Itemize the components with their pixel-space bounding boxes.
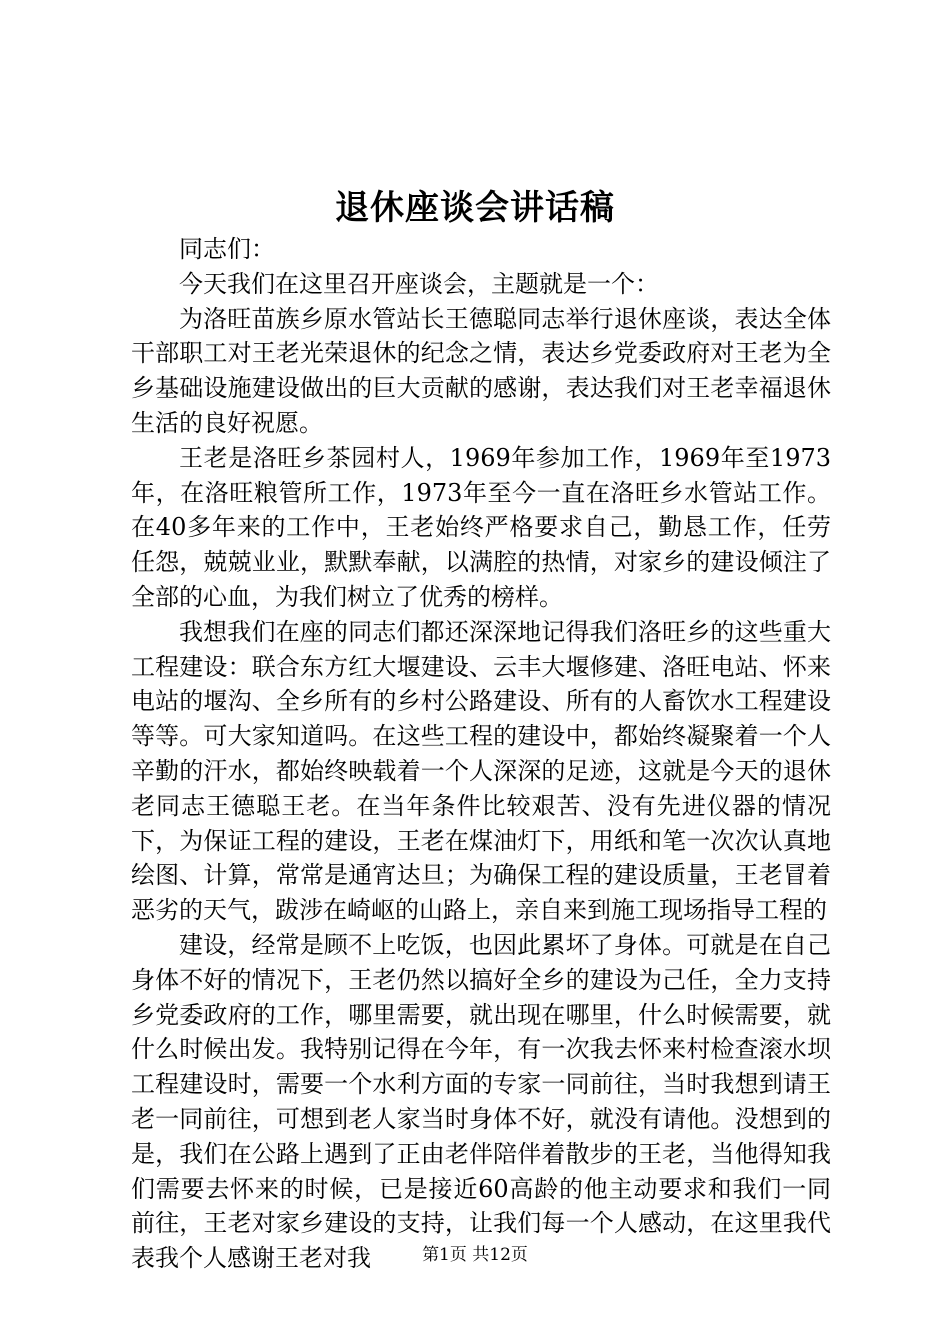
document-body	[131, 232, 831, 1276]
document-title: 退休座谈会讲话稿	[335, 188, 615, 228]
page-footer	[0, 1243, 950, 1267]
paragraph-purpose: 为洛旺苗族乡原水管站长王德聪同志举行退休座谈，表达全体干部职工对王老光荣退休的纪念之情，表达乡党委政府对王老为全乡基础设施建设做出的巨大贡献的感谢，表达我们对王老幸福退休生活的良好祝愿。	[131, 304, 831, 437]
paragraph-salutation: 同志们：	[179, 235, 275, 263]
paragraph-biography: 王老是洛旺乡茶园村人，1969年参加工作，1969年至1973年，在洛旺粮管所工作，1973年至今一直在洛旺乡水管站工作。在40多年来的工作中，王老始终严格要求自己，勤恳工作，任劳任怨，兢兢业业，默默奉献，以满腔的热情，对家乡的建设倾注了全部的心血，为我们树立了优秀的榜样。	[131, 443, 831, 611]
paragraph-dedication: 建设，经常是顾不上吃饭，也因此累坏了身体。可就是在自己身体不好的情况下，王老仍然以搞好全乡的建设为己任，全力支持乡党委政府的工作，哪里需要，就出现在哪里，什么时候需要，就什么时候出发。我特别记得在今年，有一次我去怀来村检查滚水坝工程建设时，需要一个水利方面的专家一同前往，当时我想到请王老一同前往，可想到老人家当时身体不好，就没有请他。没想到的是，我们在公路上遇到了正由老伴陪伴着散步的王老，当他得知我们需要去怀来的时候，已是接近60高龄的他主动要求和我们一同前往，王老对家乡建设的支持，让我们每一个人感动，在这里我代表我个人感谢王老对我	[131, 930, 831, 1273]
paragraph-intro: 今天我们在这里召开座谈会，主题就是一个：	[179, 269, 659, 298]
page-number: 第1页 共12页	[422, 1245, 528, 1265]
paragraph-projects: 我想我们在座的同志们都还深深地记得我们洛旺乡的这些重大工程建设：联合东方红大堰建设、云丰大堰修建、洛旺电站、怀来电站的堰沟、全乡所有的乡村公路建设、所有的人畜饮水工程建设等等。可大家知道吗。在这些工程的建设中，都始终凝聚着一个人辛勤的汗水，都始终映载着一个人深深的足迹，这就是今天的退休老同志王德聪王老。在当年条件比较艰苦、没有先进仪器的情况下，为保证工程的建设，王老在煤油灯下，用纸和笔一次次认真地绘图、计算，常常是通宵达旦；为确保工程的建设质量，王老冒着恶劣的天气，跋涉在崎岖的山路上，亲自来到施工现场指导工程的	[131, 617, 831, 925]
